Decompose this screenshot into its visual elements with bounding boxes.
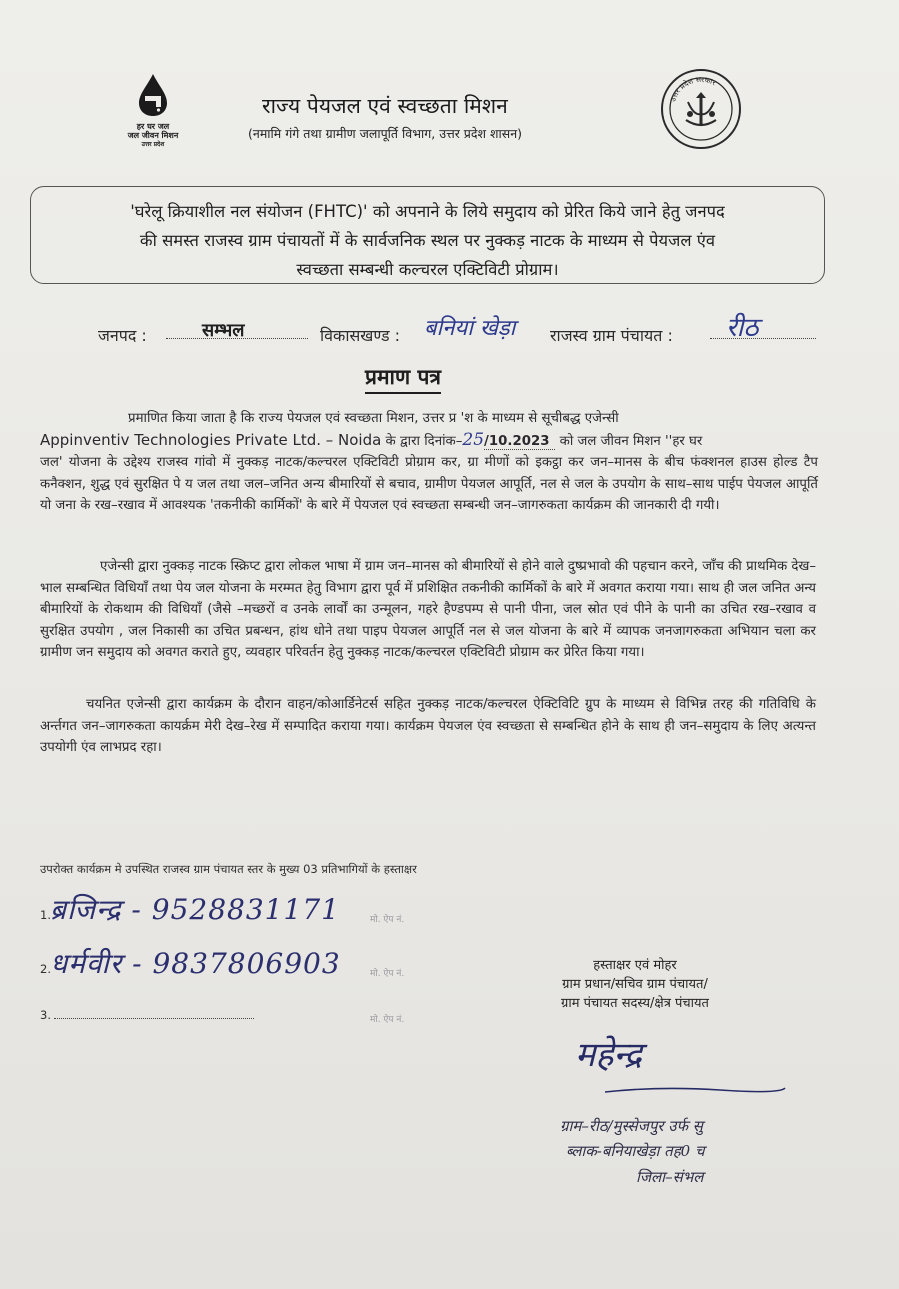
participant-3-number: 3. [40,1008,51,1022]
gram-panchayat-value: रीठ [726,313,759,343]
org-subtitle: (नमामि गंगे तथा ग्रामीण जलापूर्ति विभाग, उत्तर प्रदेश शासन) [248,126,523,141]
banner-line-2: की समस्त राजस्व ग्राम पंचायतों में के सार्वजनिक स्थल पर नुक्कड़ नाटक के माध्यम से पेयजल एंव [139,231,716,250]
logo-caption-1: हर घर जल [136,122,170,131]
date-printed: /10.2023 [484,434,555,450]
participant-row-1 [40,890,460,926]
participant-2-signature: धर्मवीर - 9837806903 [50,947,341,980]
pradhan-signature: महेन्द्र [575,1035,642,1075]
banner-line-1: 'घरेलू क्रियाशील नल संयोजन (FHTC)' को अपनाने के लिये समुदाय को प्रेरित किये जाने हेतु जनपद [130,202,725,221]
participant-row-2 [40,944,460,980]
har-ghar-jal-logo [108,72,198,152]
org-title: राज्य पेयजल एवं स्वच्छता मिशन [262,94,508,118]
janpad-label: जनपद : [98,326,147,345]
participant-row-3 [40,1004,460,1028]
paragraph-3: चयनित एजेन्सी द्वारा कार्यक्रम के दौरान वाहन/कोआर्डिनेटर्स सहित नुक्कड़ नाटक/कल्चरल ऐक्टिविटि ग्रुप के माध्यम से विभिन्न तरह की गतिविधि के अर्न्तगत जन–जागरुकता कायर्क्रम मेरी देख–रेख में सम्पादित कराया गया। कार्यक्रम पेयजल एंव स्वच्छता से सम्बन्धित होने के साथ ही जन–समुदाय के लिए अत्यन्त उपयोगी एंव लाभप्रद रहा। [40,697,816,756]
up-government-seal-icon [660,68,742,150]
signatory-line-2: ग्राम प्रधान/सचिव ग्राम पंचायत/ [562,977,708,992]
agency-name: Appinventiv Technologies Private Ltd. – Noida [40,430,382,449]
signature-underline [600,1070,790,1100]
p1-rest: जल' योजना के उद्देश्य राजस्व गांवो में नुक्कड़ नाटक/कल्चरल एक्टिविटी प्रोग्राम कर, ग्रा मीणों को इकट्ठा कर जन–मानस के बीच फंक्शनल हाउस होल्ड टैप कनैक्शन, शुद्ध एवं सुरक्षित पे य जल तथा जल–जनित अन्य बीमारियों से बचाव, ग्रामीण पेयजल आपूर्ति, नल से जल के उपयोग के साथ–साथ पाईप पेयजल आपूर्ति यो जना के रख–रखाव में आवश्यक 'तकनीकी कार्मिकों' के बारे में पेयजल एवं स्वच्छता सम्बन्धी जन–जागरुकता कार्यक्रम की जानकारी दी गयी। [40,455,818,514]
signatory-line-1: हस्ताक्षर एवं मोहर [593,958,677,973]
logo-caption-2: जल जीवन मिशन [127,131,179,140]
p1-text-b: के द्वारा दिनांक– [381,433,463,449]
participant-3-mobile-label: मो. ऐप नं. [370,1015,405,1025]
stamp-line-1: ग्राम–रीठ/मुस्सेजपुर उर्फ सु [560,1117,703,1135]
signatory-line-3: ग्राम पंचायत सदस्य/क्षेत्र पंचायत [561,996,709,1011]
date-handwritten: 25 [462,429,485,450]
participants-heading: उपरोक्त कार्यक्रम मे उपस्थित राजस्व ग्राम पंचायत स्तर के मुख्य 03 प्रतिभागियों के हस्ताक्षर [40,862,417,876]
participant-1-mobile-label: मो. ऐप नं. [370,915,405,925]
janpad-value: सम्भल [202,320,245,341]
block-label: विकासखण्ड : [320,326,401,345]
participant-3-dotted-line [54,1018,254,1019]
paragraph-1 [40,408,818,517]
program-banner [30,186,825,284]
stamp-line-3: जिला–संभल [636,1168,704,1186]
certificate-title: प्रमाण पत्र [365,363,441,394]
participant-1-number: 1. [40,908,51,922]
participant-2-number: 2. [40,962,51,976]
p1-text-c: को जल जीवन मिशन ''हर घर [555,433,703,449]
p1-line-2 [40,430,818,453]
participant-1-signature: ब्रजिन्द्र - 9528831171 [50,893,340,926]
signatory-block [520,956,750,1013]
stamp-line-2: ब्लाक-बनियाखेड़ा तह0 च [566,1142,705,1160]
location-row [98,313,818,352]
banner-line-3: स्वच्छता सम्बन्धी कल्चरल एक्टिविटी प्रोग्राम। [296,260,559,279]
gram-panchayat-label: राजस्व ग्राम पंचायत : [550,326,673,345]
seal-text: उत्तर प्रदेश सरकार [668,74,718,103]
logo-caption-3: उत्तर प्रदेश [141,141,165,148]
water-drop-icon [133,72,173,118]
participant-2-mobile-label: मो. ऐप नं. [370,969,405,979]
block-value: बनियां खेड़ा [424,316,516,341]
paragraph-2: एजेन्सी द्वारा नुक्कड़ नाटक स्क्रिप्ट द्वारा लोकल भाषा में ग्राम जन–मानस को बीमारियों से होने वाले दुष्प्रभावो की पहचान करने, जाँच की प्राथमिक देख–भाल सम्बन्धित विधियाँ तथा पेय जल योजना के मरम्मत हेतु विभाग द्वारा पूर्व में प्रशिक्षित तकनीकी कार्मिकों के बारे में अवगत कराया गया। साथ ही जल जनित अन्य बीमारियों के रोकथाम की विधियाँ (जैसे –मच्छरों व उनके लार्वों का उन्मूलन, गहरे हैण्डपम्प से पानी पीना, जल स्रोत एवं पीने के पानी का उचित रख–रखाव व सुरक्षित उपयोग , जल निकासी का उचित प्रबन्धन, हांथ धोने तथा पाइप पेयजल आपूर्ति नल से जल योजना के बारे में व्यापक जनजागरुकता अभियान चला कर ग्रामीण जन समुदाय को अवगत कराते हुए, व्यवहार परिवर्तन हेतु नुक्कड़ नाटक/कल्चरल एक्टिविटी प्रोग्राम कर प्रेरित किया गया। [40,559,816,661]
p1-line-1: प्रमाणित किया जाता है कि राज्य पेयजल एवं स्वच्छता मिशन, उत्तर प्र 'श के माध्यम से सूचीबद्ध एजेन्सी [128,411,619,426]
